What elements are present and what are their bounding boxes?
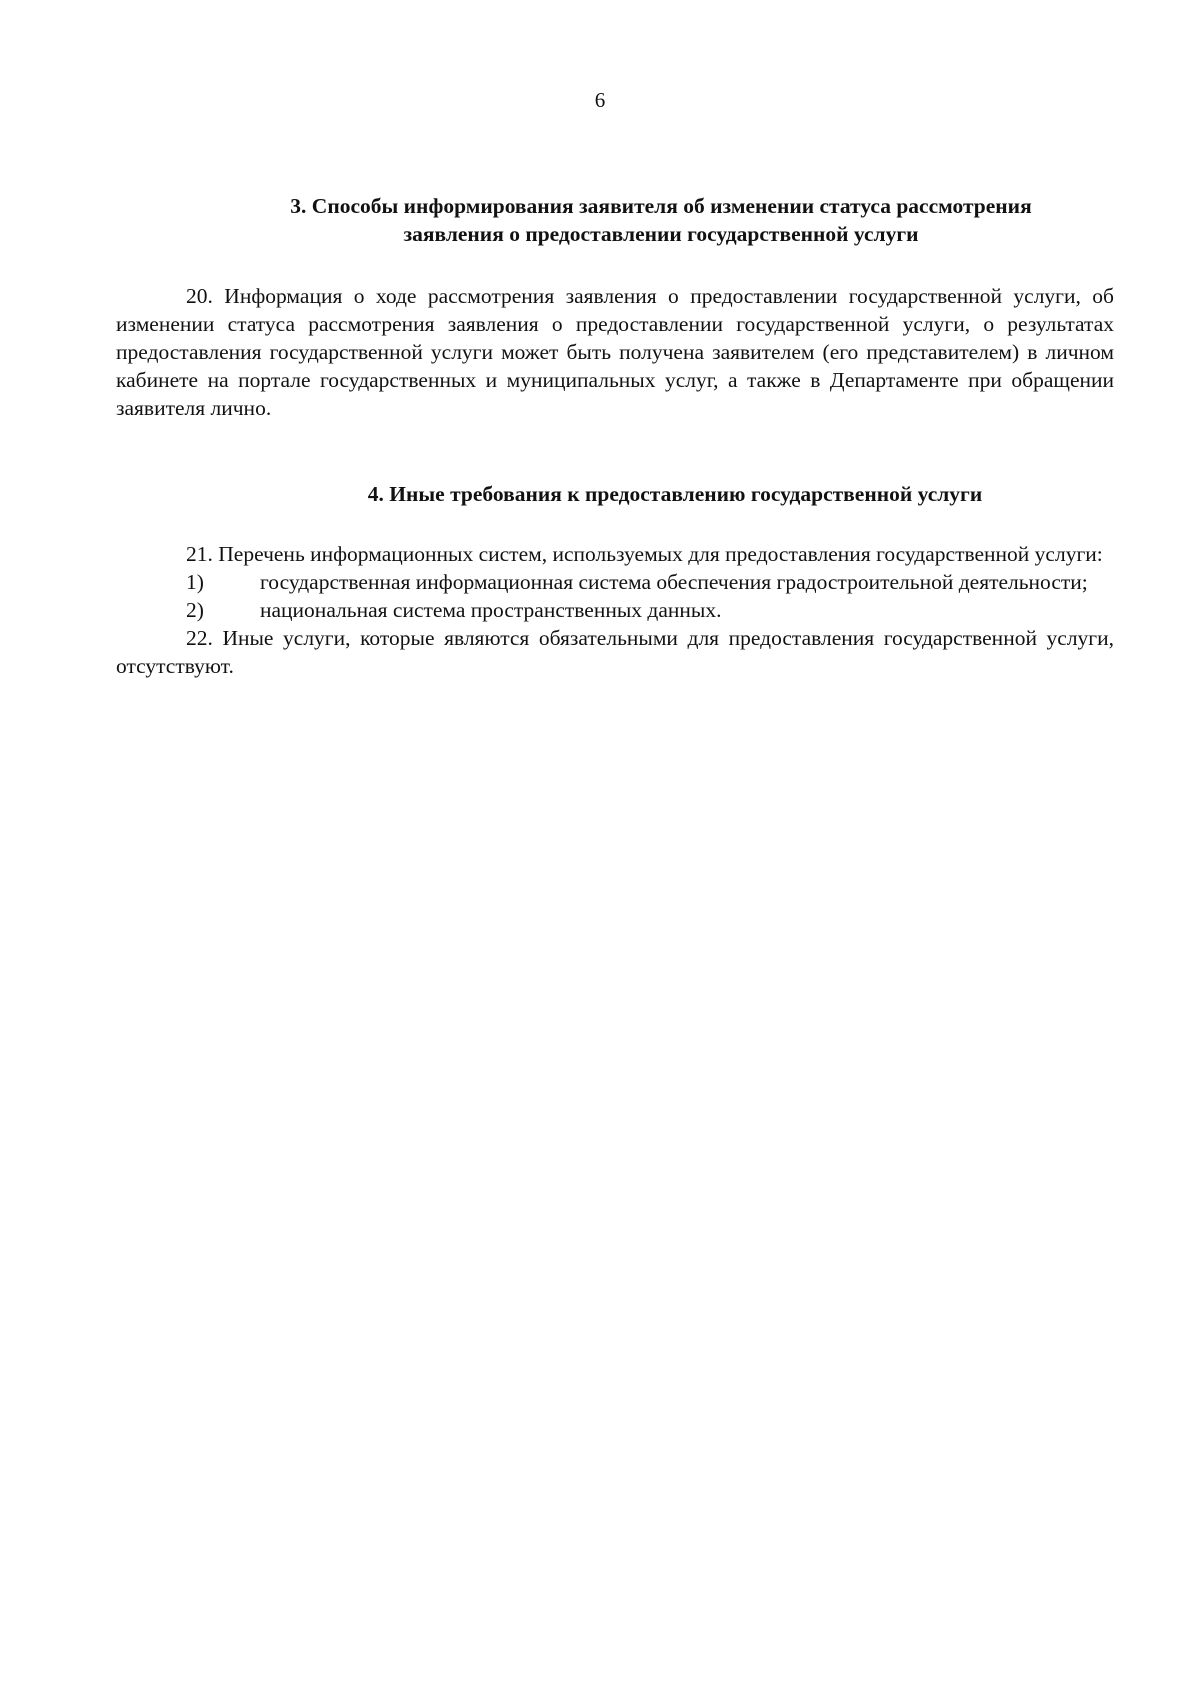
list-item-2-text: национальная система пространственных данных. xyxy=(260,598,722,622)
list-item-2-number: 2) xyxy=(186,598,204,622)
list-item-1-number: 1) xyxy=(186,570,204,594)
list-item-2 xyxy=(116,596,1114,624)
paragraph-21: 21. Перечень информационных систем, используемых для предоставления государственной услуги: xyxy=(186,542,1103,566)
list-item-1-text: государственная информационная система обеспечения градостроительной деятельности; xyxy=(260,570,1088,594)
section-3-heading xyxy=(116,192,1114,248)
document-body xyxy=(116,192,1114,680)
paragraph-20: 20. Информация о ходе рассмотрения заявления о предоставлении государственной услуги, об изменении статуса рассмотрения заявления о предоставлении государственной услуги, о результатах предоставления государственной услуги может быть получена заявителем (его представителем) в личном кабинете на портале государственных и муниципальных услуг, а также в Департаменте при обращении заявителя лично. xyxy=(116,284,1114,420)
paragraph-22: 22. Иные услуги, которые являются обязательными для предоставления государственной услуги, отсутствуют. xyxy=(116,626,1114,678)
section-3-heading-line-2: заявления о предоставлении государственной услуги xyxy=(403,222,919,246)
section-4-heading: 4. Иные требования к предоставлению государственной услуги xyxy=(367,482,983,506)
section-3-heading-line-1: 3. Способы информирования заявителя об изменении статуса рассмотрения xyxy=(290,194,1032,218)
list-item-1 xyxy=(116,568,1114,596)
page-number: 6 xyxy=(594,88,606,112)
